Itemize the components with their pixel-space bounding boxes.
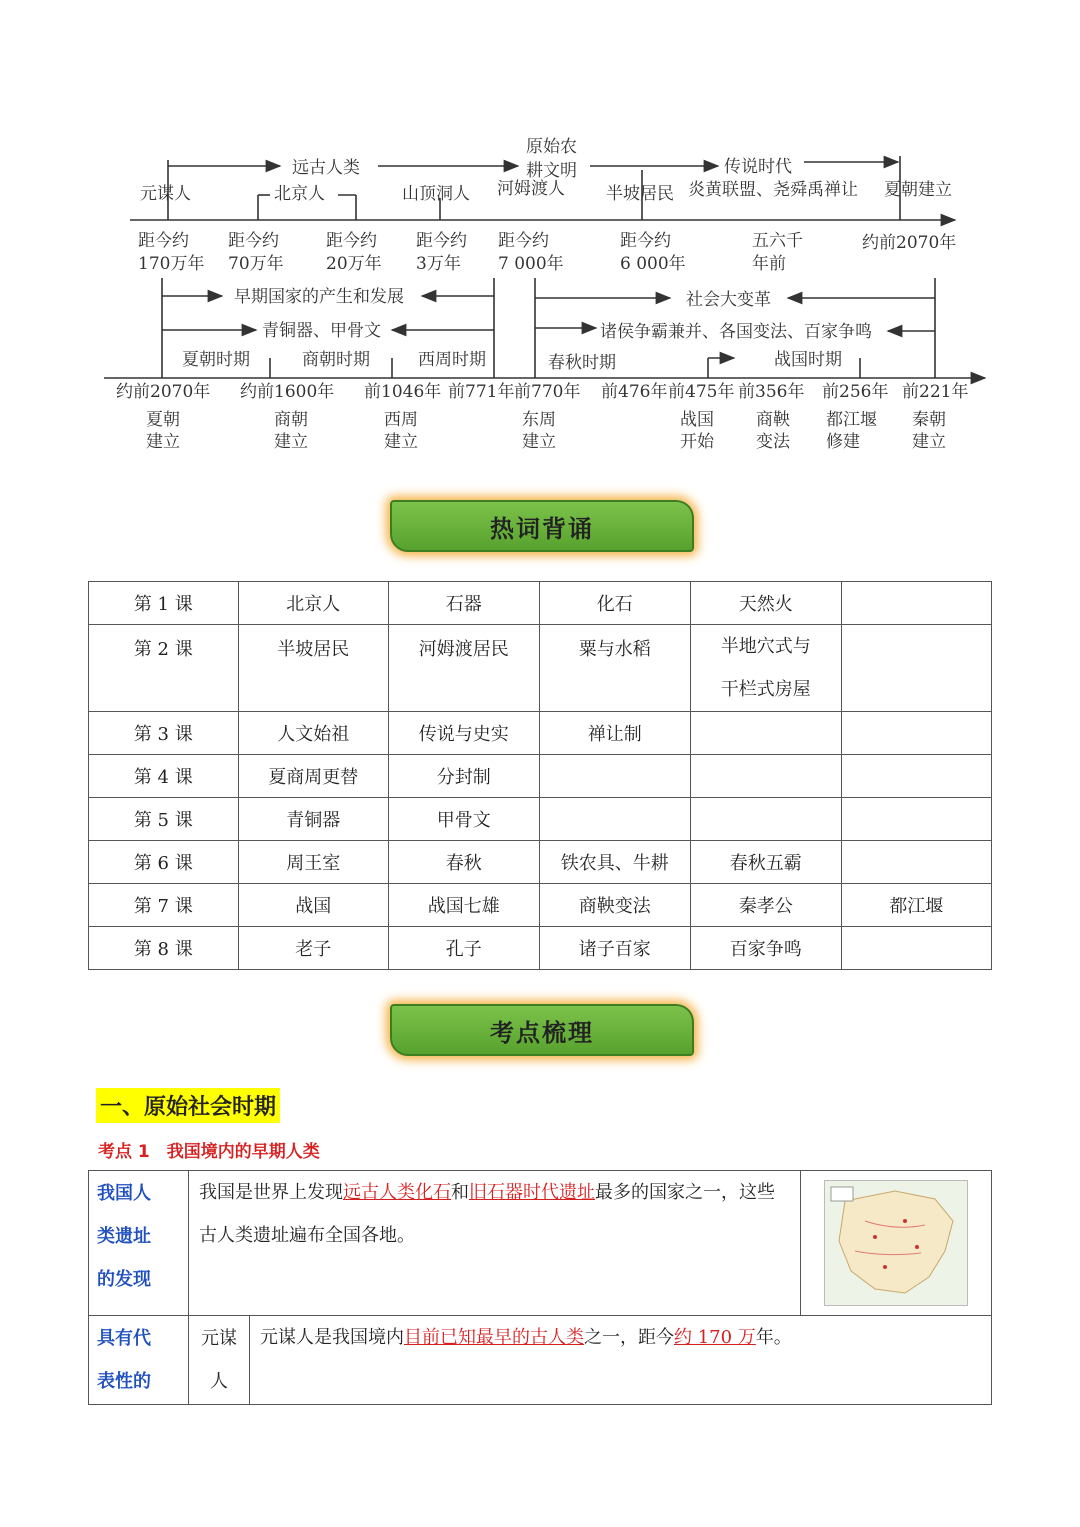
svg-text:前256年: 前256年: [822, 382, 889, 402]
hot-words-table: [88, 581, 992, 970]
site: 山顶洞人: [402, 184, 470, 204]
banner-hot-words: 热词背诵: [390, 500, 694, 552]
term-cell: 战国七雄: [389, 884, 539, 927]
lesson-label: 第 7 课: [89, 884, 239, 927]
term-cell: 甲骨文: [389, 798, 539, 841]
row2-dates: [116, 381, 968, 402]
svg-text:前356年: 前356年: [738, 382, 805, 402]
term-cell: 人文始祖: [238, 712, 388, 755]
term-cell: [691, 798, 841, 841]
svg-text:建立: 建立: [522, 432, 556, 452]
term-cell: [841, 582, 992, 625]
term-cell: [539, 798, 691, 841]
svg-text:年前: 年前: [752, 254, 786, 274]
term-cell: [691, 712, 841, 755]
label-agri-1: 原始农: [526, 137, 577, 157]
period: 商朝时期: [302, 350, 370, 370]
lesson-label: 第 4 课: [89, 755, 239, 798]
svg-text:170万年: 170万年: [138, 254, 205, 274]
term-cell: 石器: [389, 582, 539, 625]
row-head: 我国人 类遗址 的发现: [89, 1171, 189, 1316]
svg-text:距今约: 距今约: [416, 231, 467, 251]
term-cell: 商鞅变法: [539, 884, 691, 927]
lesson-label: 第 6 课: [89, 841, 239, 884]
kaodian-title: 考点 1 我国境内的早期人类: [98, 1142, 320, 1162]
term-cell: [841, 841, 992, 884]
svg-text:前770年: 前770年: [514, 382, 581, 402]
row-head: 具有代 表性的: [89, 1316, 189, 1405]
svg-text:建立: 建立: [274, 432, 308, 452]
section-title: 一、原始社会时期: [96, 1088, 280, 1123]
term-cell: 粟与水稻: [539, 625, 691, 712]
row2-events: [146, 410, 946, 452]
term-cell: 传说与史实: [389, 712, 539, 755]
svg-text:3万年: 3万年: [416, 254, 461, 274]
svg-text:约前2070年: 约前2070年: [116, 382, 211, 402]
svg-text:前1046年: 前1046年: [364, 382, 442, 402]
term-cell: [841, 712, 992, 755]
lesson-label: 第 8 课: [89, 927, 239, 970]
svg-text:70万年: 70万年: [228, 254, 284, 274]
row-sub: 元谋 人: [189, 1316, 250, 1405]
term-cell: 青铜器: [238, 798, 388, 841]
table-row: [89, 798, 992, 841]
row-body: 元谋人是我国境内目前已知最早的古人类之一，距今约 170 万年。: [250, 1316, 992, 1405]
svg-text:东周: 东周: [522, 410, 556, 430]
table-row: [89, 712, 992, 755]
key-point-table: [88, 1170, 992, 1405]
map-cell: [801, 1171, 992, 1316]
term-cell: 半地穴式与 干栏式房屋: [691, 625, 841, 712]
svg-text:前221年: 前221年: [902, 382, 969, 402]
term-cell: 春秋五霸: [691, 841, 841, 884]
term-cell: 半坡居民: [238, 625, 388, 712]
site: 河姆渡人: [497, 179, 565, 199]
term-cell: 天然火: [691, 582, 841, 625]
term-cell: 北京人: [238, 582, 388, 625]
site: 夏朝建立: [884, 180, 952, 200]
svg-text:建立: 建立: [912, 432, 946, 452]
term-cell: 化石: [539, 582, 691, 625]
svg-text:前476年: 前476年: [601, 382, 668, 402]
early-humans-map: [824, 1180, 968, 1306]
row-body: 我国是世界上发现远古人类化石和旧石器时代遗址最多的国家之一，这些 古人类遗址遍布全国各地。: [189, 1171, 801, 1316]
svg-text:距今约: 距今约: [138, 231, 189, 251]
svg-text:建立: 建立: [384, 432, 418, 452]
svg-text:6 000年: 6 000年: [620, 254, 686, 274]
svg-text:20万年: 20万年: [326, 254, 382, 274]
svg-text:距今约: 距今约: [620, 231, 671, 251]
svg-text:距今约: 距今约: [228, 231, 279, 251]
lesson-label: 第 1 课: [89, 582, 239, 625]
term-cell: 战国: [238, 884, 388, 927]
svg-text:商鞅: 商鞅: [756, 410, 790, 430]
term-cell: 禅让制: [539, 712, 691, 755]
lesson-label: 第 2 课: [89, 625, 239, 712]
period: 夏朝时期: [182, 350, 250, 370]
table-row: [89, 582, 992, 625]
table-row: [89, 625, 992, 712]
lesson-label: 第 3 课: [89, 712, 239, 755]
term-cell: 诸子百家: [539, 927, 691, 970]
svg-text:前475年: 前475年: [668, 382, 735, 402]
term-cell: 铁农具、牛耕: [539, 841, 691, 884]
site: 半坡居民: [606, 184, 674, 204]
term-cell: 春秋: [389, 841, 539, 884]
term-cell: 河姆渡居民: [389, 625, 539, 712]
label-ancient: 远古人类: [292, 158, 360, 178]
term-cell: [841, 798, 992, 841]
row1-dates: [138, 231, 956, 274]
svg-text:修建: 修建: [826, 432, 860, 452]
period: 西周时期: [418, 350, 486, 370]
term-cell: [691, 755, 841, 798]
term-cell: [841, 927, 992, 970]
term-cell: 老子: [238, 927, 388, 970]
mid-label: 社会大变革: [686, 290, 771, 310]
history-timeline: [0, 0, 1080, 480]
mid-label: 青铜器、甲骨文: [262, 321, 381, 341]
table-row: [89, 884, 992, 927]
term-cell: [539, 755, 691, 798]
mid-label: 早期国家的产生和发展: [234, 287, 404, 307]
term-cell: 秦孝公: [691, 884, 841, 927]
site: 北京人: [274, 184, 325, 204]
site: 炎黄联盟、尧舜禹禅让: [688, 180, 858, 200]
table-row: [89, 841, 992, 884]
term-cell: 孔子: [389, 927, 539, 970]
svg-text:变法: 变法: [756, 432, 790, 452]
svg-text:建立: 建立: [146, 432, 180, 452]
svg-text:前771年: 前771年: [448, 382, 515, 402]
site: 元谋人: [140, 184, 191, 204]
term-cell: [841, 755, 992, 798]
table-row: [89, 927, 992, 970]
svg-text:约前1600年: 约前1600年: [240, 382, 335, 402]
label-legend: 传说时代: [724, 157, 792, 177]
svg-text:战国: 战国: [680, 410, 714, 430]
term-cell: [841, 625, 992, 712]
term-cell: 百家争鸣: [691, 927, 841, 970]
term-cell: 夏商周更替: [238, 755, 388, 798]
svg-text:五六千: 五六千: [752, 231, 803, 251]
table-row: [89, 755, 992, 798]
svg-text:开始: 开始: [680, 432, 714, 452]
svg-text:约前2070年: 约前2070年: [862, 233, 957, 253]
svg-text:距今约: 距今约: [326, 231, 377, 251]
period: 战国时期: [774, 350, 842, 370]
banner-key-points: 考点梳理: [390, 1004, 694, 1056]
term-cell: 周王室: [238, 841, 388, 884]
svg-text:距今约: 距今约: [498, 231, 549, 251]
svg-text:7 000年: 7 000年: [498, 254, 564, 274]
svg-text:商朝: 商朝: [274, 410, 308, 430]
svg-text:西周: 西周: [384, 410, 418, 430]
svg-text:秦朝: 秦朝: [912, 410, 946, 430]
lesson-label: 第 5 课: [89, 798, 239, 841]
svg-text:夏朝: 夏朝: [146, 410, 180, 430]
svg-text:都江堰: 都江堰: [826, 410, 877, 430]
label-agri-2: 耕文明: [526, 161, 577, 181]
term-cell: 分封制: [389, 755, 539, 798]
period: 春秋时期: [548, 353, 616, 373]
term-cell: 都江堰: [841, 884, 992, 927]
mid-label: 诸侯争霸兼并、各国变法、百家争鸣: [600, 322, 872, 342]
